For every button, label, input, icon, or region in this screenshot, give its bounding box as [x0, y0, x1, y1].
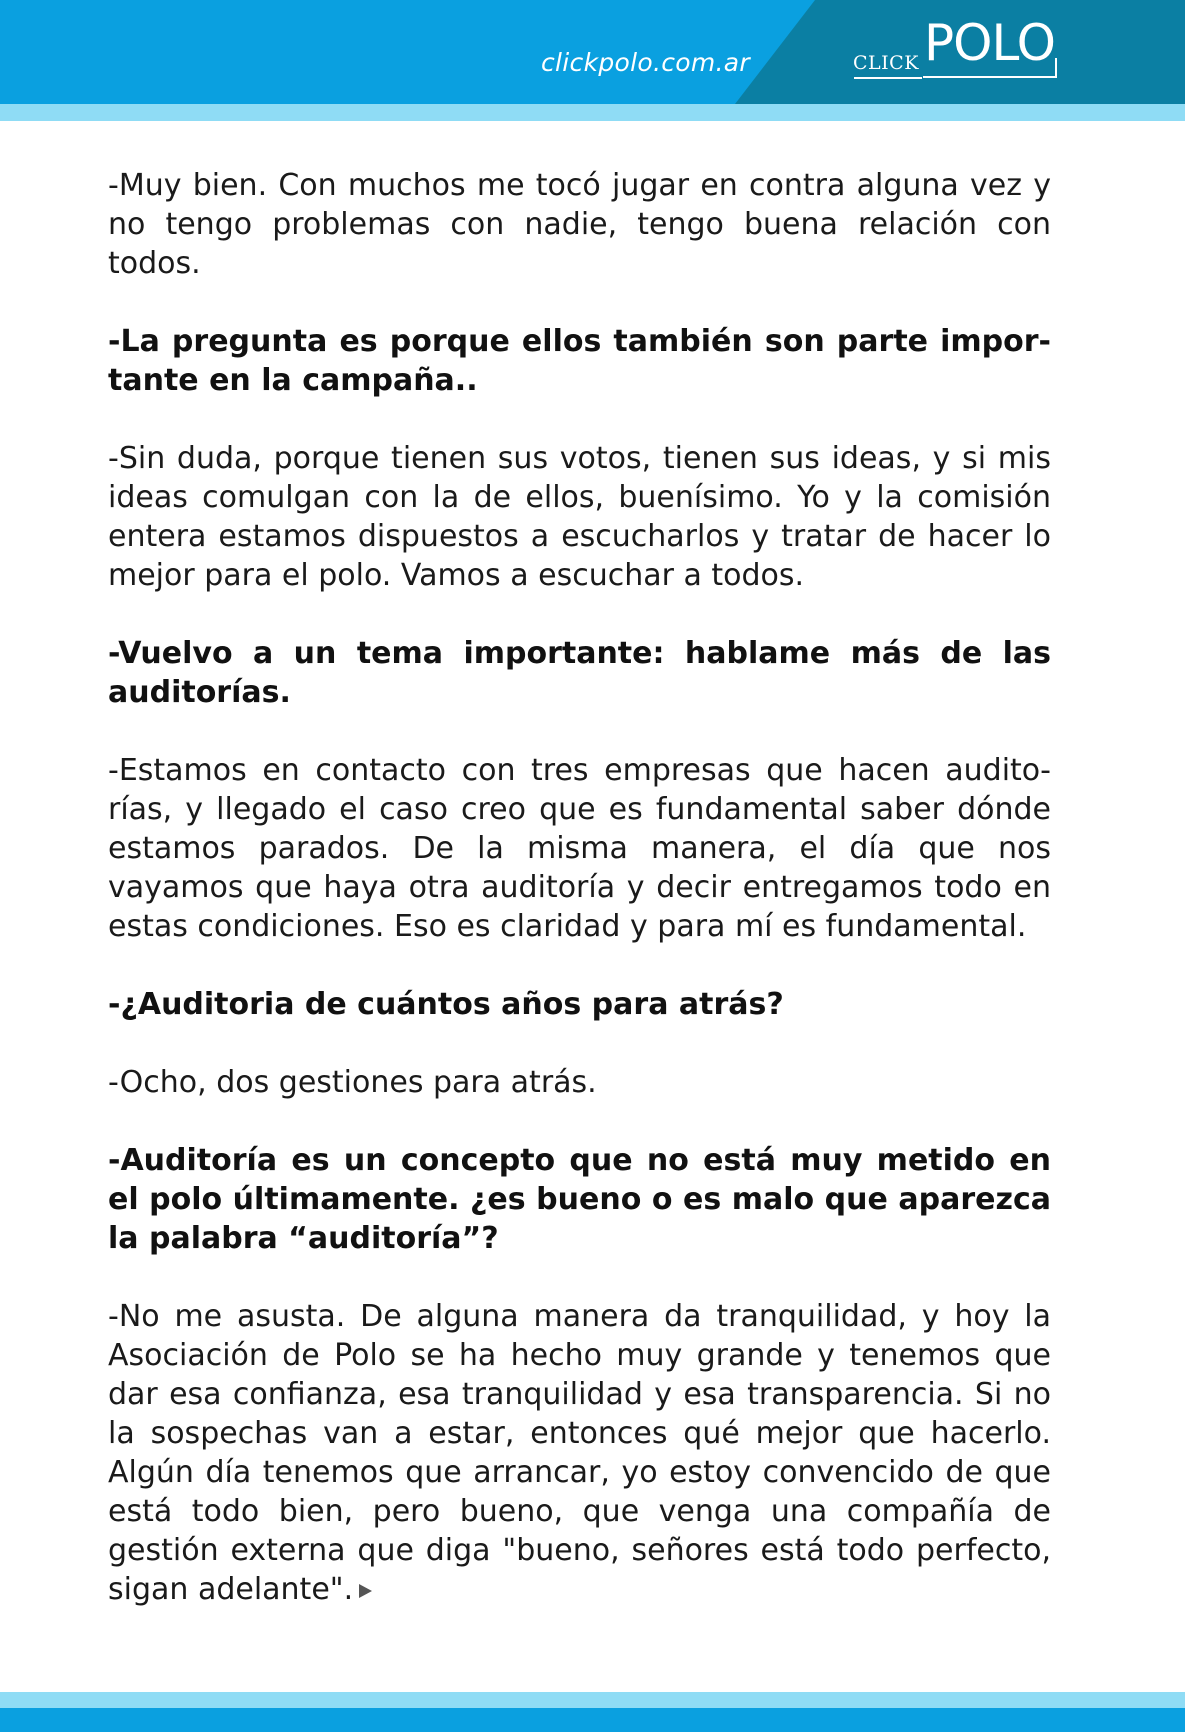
answer-paragraph: -Estamos en contacto con tres empresas que hacen auditorías, y llegado el caso creo que es fundamental saber dónde estamos parados. De la misma manera, el día que nos vayamos que haya otra auditoría y decir entregamos todo en estas condiciones. Eso es claridad y para mí es fundamental.: [108, 753, 1051, 944]
logo-underline: [923, 76, 1057, 78]
article-body: [108, 166, 1051, 1648]
logo-click-underline: [854, 77, 922, 79]
final-answer-paragraph: [108, 1297, 1051, 1609]
logo-click-text: CLICK: [853, 52, 919, 74]
question-paragraph: -Auditoría es un concepto que no está muy metido en el polo últimamente. ¿es bueno o es malo que aparezca la palabra “auditoría”?: [108, 1143, 1051, 1256]
answer-paragraph: -Muy bien. Con muchos me tocó jugar en contra alguna vez y no tengo problemas con nadie, tengo buena relación con todos.: [108, 168, 1051, 281]
site-url[interactable]: clickpolo.com.ar: [541, 48, 750, 77]
continue-arrow-icon: [359, 1584, 372, 1598]
clickpolo-logo[interactable]: [853, 14, 1063, 90]
final-answer-text: -No me asusta. De alguna manera da tranquilidad, y hoy la Asociación de Polo se ha hecho muy grande y tenemos que dar esa confianza, esa tranquilidad y esa transparencia. Si no la sospechas van a estar, entonces qué mejor que hacerlo. Algún día tenemos que arrancar, yo estoy convencido de que está todo bien, pero bueno, que venga una compañía de gestión externa que diga "bueno, señores está todo perfecto, sigan adelante".: [108, 1299, 1051, 1607]
footer-band: [0, 1708, 1185, 1732]
page-header: [0, 0, 1185, 104]
logo-polo-text: POLO: [924, 14, 1055, 72]
question-paragraph: -La pregunta es porque ellos también son parte importante en la campaña..: [108, 324, 1051, 398]
question-paragraph: -¿Auditoria de cuántos años para atrás?: [108, 987, 784, 1022]
answer-paragraph: -Ocho, dos gestiones para atrás.: [108, 1065, 597, 1100]
question-paragraph: -Vuelvo a un tema importante: hablame más de las auditorías.: [108, 636, 1051, 710]
footer-stripe: [0, 1692, 1185, 1708]
logo-tick: [1055, 58, 1057, 78]
answer-paragraph: -Sin duda, porque tienen sus votos, tienen sus ideas, y si mis ideas comulgan con la de ellos, buenísimo. Yo y la comisión entera estamos dispuestos a escucharlos y tratar de hacer lo mejor para el polo. Vamos a escuchar a todos.: [108, 441, 1051, 593]
header-stripe: [0, 104, 1185, 121]
